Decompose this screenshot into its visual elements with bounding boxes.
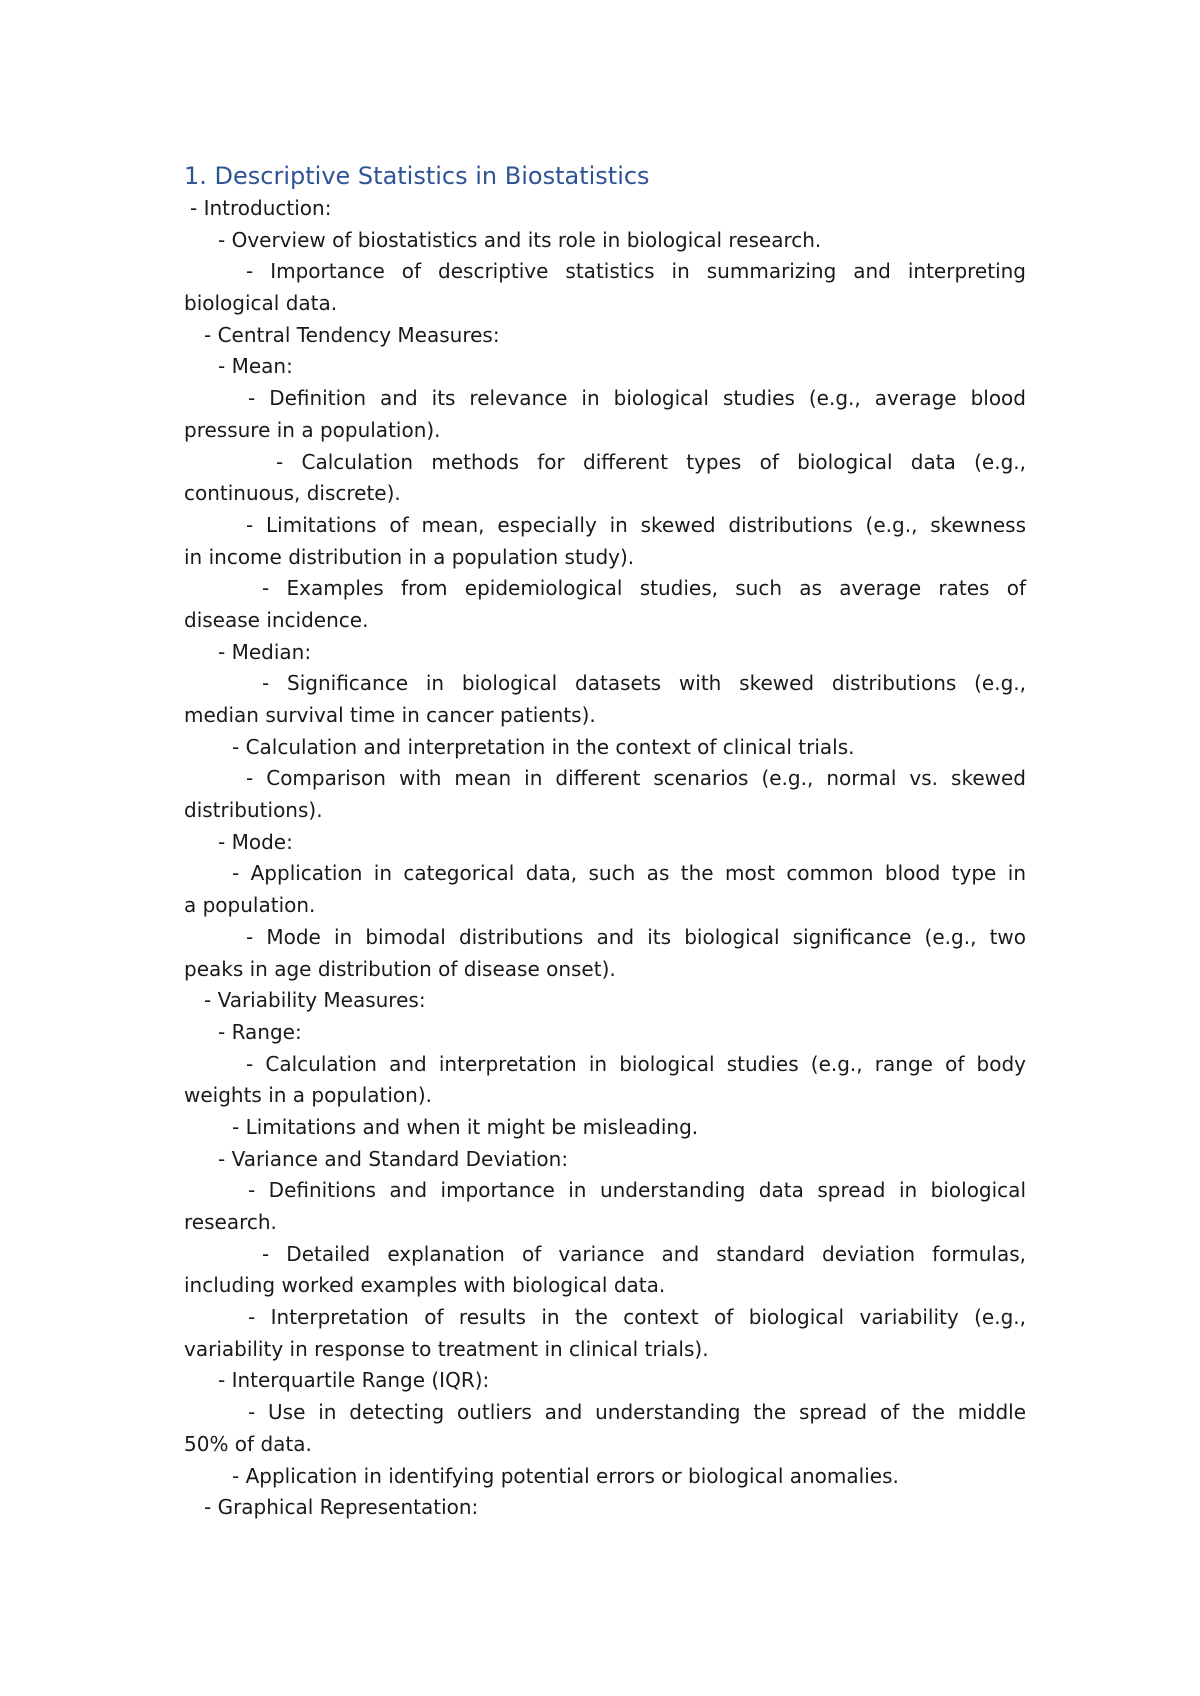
section-heading: 1. Descriptive Statistics in Biostatistics: [184, 162, 650, 190]
outline-item: - Calculation methods for different types of biological data (e.g.,: [276, 449, 1026, 474]
outline-item: - Significance in biological datasets with skewed distributions (e.g.,: [262, 671, 1026, 696]
outline-item: - Interpretation of results in the context of biological variability (e.g.,: [248, 1305, 1026, 1330]
outline-item-continuation: biological data.: [184, 291, 338, 316]
outline-item-continuation: weights in a population).: [184, 1083, 432, 1108]
outline-item: - Overview of biostatistics and its role in biological research.: [218, 227, 822, 252]
outline-item: - Use in detecting outliers and understanding the spread of the middle: [248, 1400, 1026, 1425]
outline-item-continuation: disease incidence.: [184, 607, 369, 632]
outline-item-continuation: in income distribution in a population study).: [184, 544, 635, 569]
outline-item: - Comparison with mean in different scenarios (e.g., normal vs. skewed: [246, 766, 1026, 791]
outline-item: - Detailed explanation of variance and standard deviation formulas,: [262, 1241, 1026, 1266]
outline-item-continuation: distributions).: [184, 798, 323, 823]
document-body: [184, 193, 1026, 1524]
outline-item: - Variance and Standard Deviation:: [218, 1146, 569, 1171]
outline-item-continuation: peaks in age distribution of disease onset).: [184, 956, 616, 981]
outline-item-continuation: 50% of data.: [184, 1431, 312, 1456]
outline-item: - Calculation and interpretation in biological studies (e.g., range of body: [246, 1051, 1026, 1076]
outline-item: - Examples from epidemiological studies, such as average rates of: [262, 576, 1026, 601]
outline-item: - Calculation and interpretation in the context of clinical trials.: [232, 734, 855, 759]
outline-item: - Definitions and importance in understanding data spread in biological: [248, 1178, 1026, 1203]
outline-item: - Graphical Representation:: [204, 1495, 479, 1520]
outline-item: - Central Tendency Measures:: [204, 322, 500, 347]
outline-item: - Importance of descriptive statistics in summarizing and interpreting: [246, 259, 1026, 284]
outline-item: - Application in identifying potential errors or biological anomalies.: [232, 1463, 899, 1488]
outline-item-continuation: research.: [184, 1210, 277, 1234]
outline-item: - Mode:: [218, 829, 293, 854]
outline-item-continuation: pressure in a population).: [184, 417, 441, 442]
outline-item: - Variability Measures:: [204, 988, 426, 1013]
outline-item: - Application in categorical data, such as the most common blood type in: [232, 861, 1026, 886]
outline-item-continuation: including worked examples with biological data.: [184, 1273, 666, 1298]
outline-item-continuation: median survival time in cancer patients).: [184, 703, 596, 727]
outline-item: - Range:: [218, 1019, 302, 1044]
outline-item: - Introduction:: [190, 196, 332, 220]
outline-item-continuation: a population.: [184, 893, 316, 918]
outline-item: - Limitations and when it might be misleading.: [232, 1114, 699, 1139]
outline-item: - Definition and its relevance in biological studies (e.g., average blood: [248, 386, 1026, 411]
outline-item: - Median:: [218, 639, 312, 664]
outline-item: - Interquartile Range (IQR):: [218, 1368, 490, 1393]
outline-item: - Limitations of mean, especially in skewed distributions (e.g., skewness: [246, 512, 1026, 537]
outline-item: - Mode in bimodal distributions and its biological significance (e.g., two: [246, 924, 1026, 949]
outline-item: - Mean:: [218, 354, 293, 379]
outline-item-continuation: continuous, discrete).: [184, 481, 401, 506]
outline-item-continuation: variability in response to treatment in clinical trials).: [184, 1336, 709, 1361]
